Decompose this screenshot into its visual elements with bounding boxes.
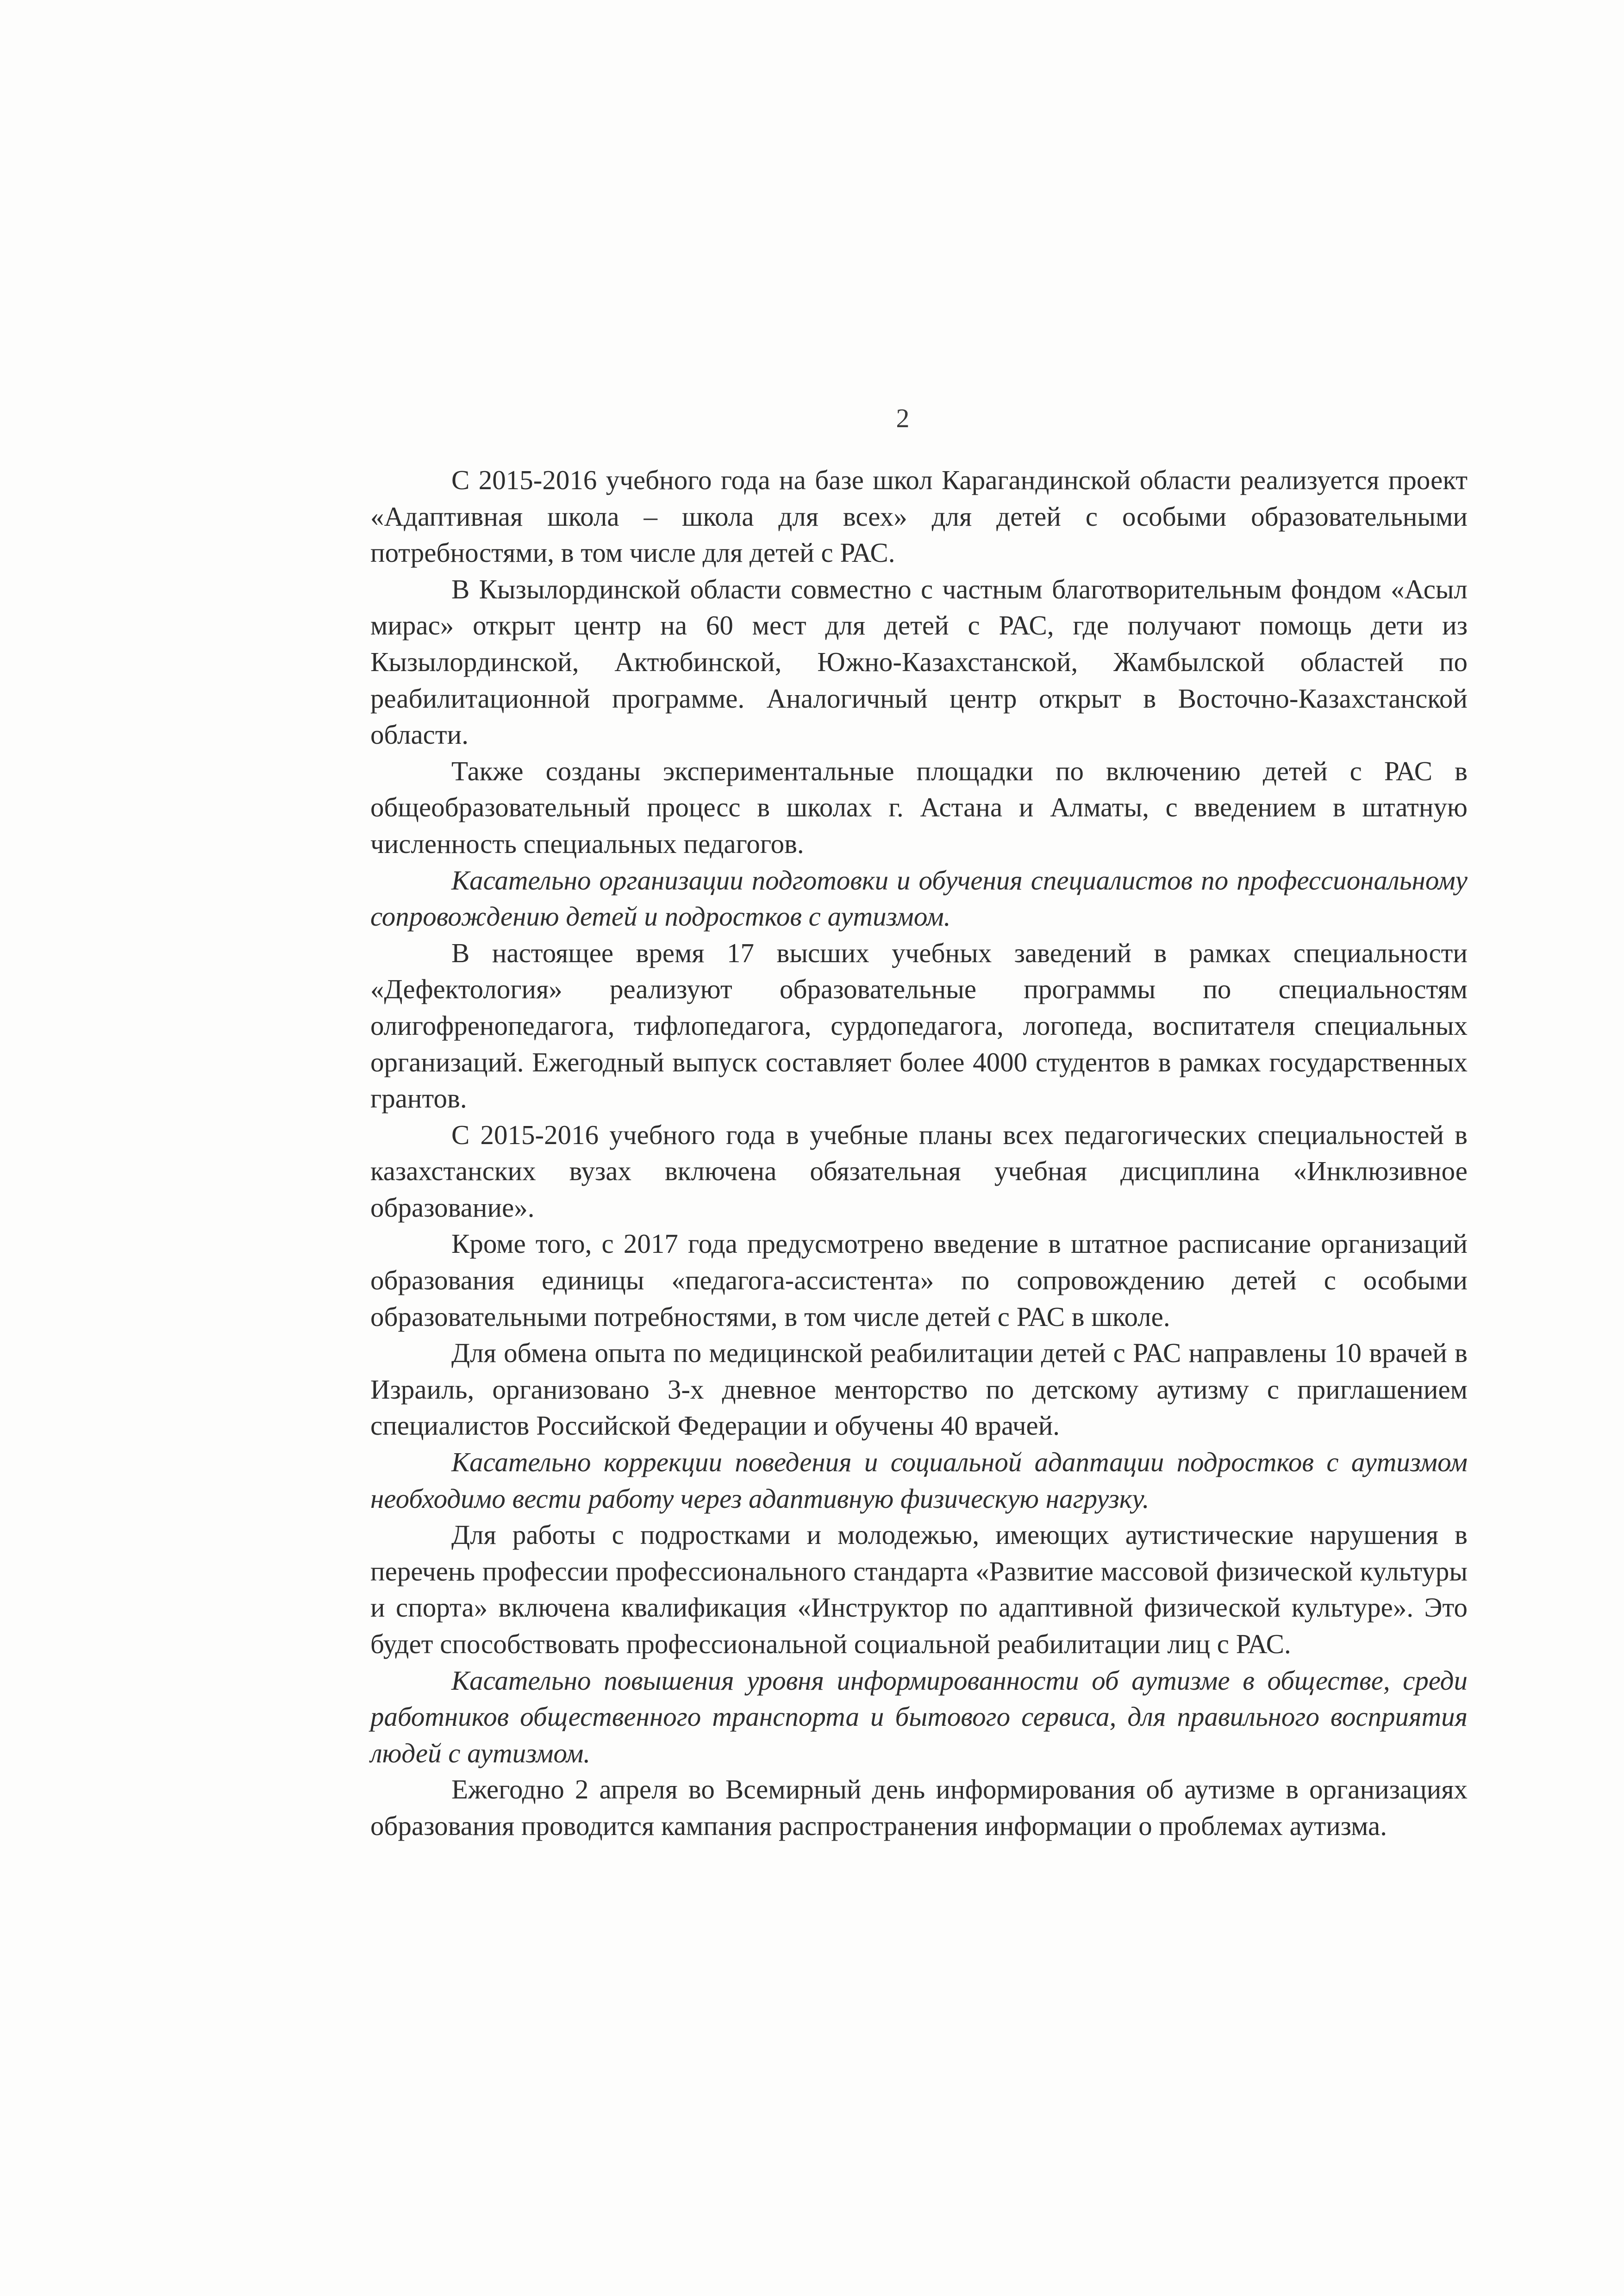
paragraph: Также созданы экспериментальные площадки по включению детей с РАС в общеобразовательный процесс в школах г. Астана и Алматы, с введением в штатную численность специальных педагогов. [370,755,1468,859]
paragraph: В Кызылординской области совместно с частным благотворительным фондом «Асыл мирас» открыт центр на 60 мест для детей с РАС, где получают помощь дети из Кызылординской, Актюбинской, Южно-Казахстанской, Жамбылской областей по реабилитационной программе. Аналогичный центр открыт в Восточно-Казахстанской области. [370,573,1468,750]
page-number: 2 [896,403,910,433]
paragraph: С 2015-2016 учебного года на базе школ Карагандинской области реализуется проект «Адаптивная школа – школа для всех» для детей с особыми образовательными потребностями, в том числе для детей с РАС. [370,465,1468,568]
paragraph: Кроме того, с 2017 года предусмотрено введение в штатное расписание организаций образования единицы «педагога-ассистента» по сопровождению детей с особыми образовательными потребностями, в том числе детей с РАС в школе. [370,1228,1468,1332]
paragraph: В настоящее время 17 высших учебных заведений в рамках специальности «Дефектология» реализуют образовательные программы по специальностям олигофренопедагога, тифлопедагога, сурдопедагога, логопеда, воспитателя специальных организаций. Ежегодный выпуск составляет более 4000 студентов в рамках государственных грантов. [370,937,1468,1114]
document-body [370,462,1468,1844]
paragraph: Для обмена опыта по медицинской реабилитации детей с РАС направлены 10 врачей в Израиль, организовано 3-х дневное менторство по детскому аутизму с приглашением специалистов Российской Федерации и обучены 40 врачей. [370,1338,1468,1441]
italic-heading-paragraph: Касательно повышения уровня информированности об аутизме в обществе, среди работников общественного транспорта и бытового сервиса, для правильного восприятия людей с аутизмом. [370,1665,1468,1768]
paragraph: Ежегодно 2 апреля во Всемирный день информирования об аутизме в организациях образования проводится кампания распространения информации о проблемах аутизма. [370,1774,1468,1841]
italic-heading-paragraph: Касательно организации подготовки и обучения специалистов по профессиональному сопровождению детей и подростков с аутизмом. [370,865,1468,932]
italic-heading-paragraph: Касательно коррекции поведения и социальной адаптации подростков с аутизмом необходимо вести работу через адаптивную физическую нагрузку. [370,1447,1468,1514]
paragraph: Для работы с подростками и молодежью, имеющих аутистические нарушения в перечень профессии профессионального стандарта «Развитие массовой физической культуры и спорта» включена квалификация «Инструктор по адаптивной физической культуре». Это будет способствовать профессиональной социальной реабилитации лиц с РАС. [370,1519,1468,1659]
paragraph: С 2015-2016 учебного года в учебные планы всех педагогических специальностей в казахстанских вузах включена обязательная учебная дисциплина «Инклюзивное образование». [370,1119,1468,1223]
